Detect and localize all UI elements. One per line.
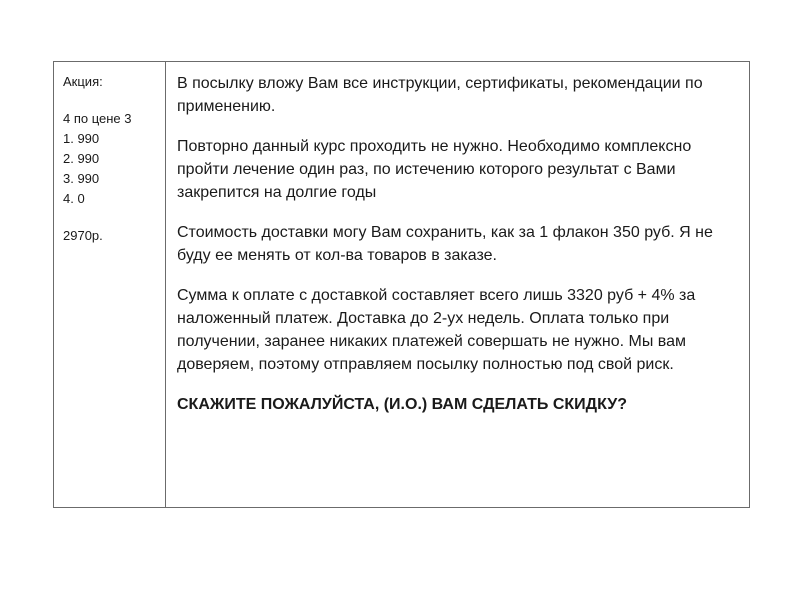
spacer	[63, 92, 165, 109]
price-item: 3. 990	[63, 171, 100, 186]
promo-cell	[54, 62, 166, 507]
promo-table	[53, 61, 750, 508]
message-paragraph: Стоимость доставки могу Вам сохранить, как за 1 флакон 350 руб. Я не буду ее менять от кол-ва товаров в заказе.	[177, 224, 713, 264]
message-paragraph: Повторно данный курс проходить не нужно. Необходимо комплексно пройти лечение один раз, по истечению которого результат с Вами закрепится на долгие годы	[177, 138, 692, 201]
message-cell	[166, 62, 749, 507]
promo-title: Акция:	[63, 74, 103, 89]
promo-total: 2970р.	[63, 228, 103, 243]
message-paragraph: В посылку вложу Вам все инструкции, сертификаты, рекомендации по применению.	[177, 75, 703, 115]
price-item: 1. 990	[63, 131, 100, 146]
price-item: 4. 0	[63, 191, 85, 206]
price-item: 2. 990	[63, 151, 100, 166]
closing-question: СКАЖИТЕ ПОЖАЛУЙСТА, (И.О.) ВАМ СДЕЛАТЬ СКИДКУ?	[177, 396, 627, 413]
message-paragraph: Сумма к оплате с доставкой составляет всего лишь 3320 руб + 4% за наложенный платеж. Доставка до 2-ух недель. Оплата только при получении, заранее никаких платежей совершать не нужно. Мы вам доверяем, поэтому отправляем посылку полностью под свой риск.	[177, 287, 696, 373]
spacer	[63, 209, 165, 226]
promo-offer: 4 по цене 3	[63, 111, 132, 126]
